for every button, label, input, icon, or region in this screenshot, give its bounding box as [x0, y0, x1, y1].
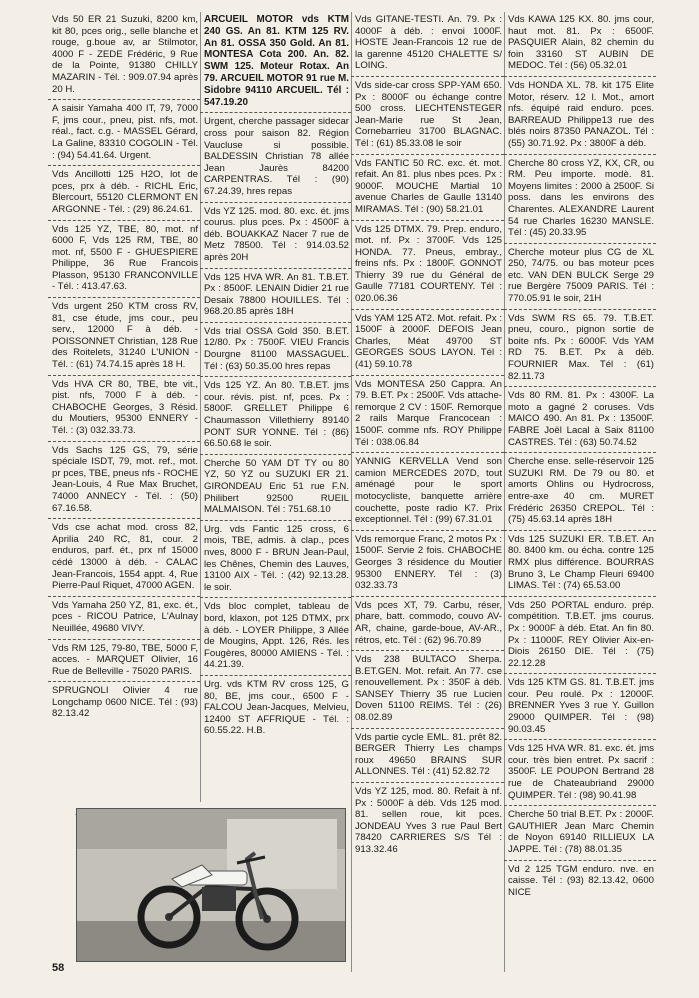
classified-ad: Vds KAWA 125 KX. 80. jms cour, haut mot. 81. Px : 6500F. PASQUIER Alain, 82 chemin du foin 33160 ST AUBIN DE MEDOC. Tél : (56) 05.32.01 [508, 14, 654, 72]
ad-separator [351, 452, 504, 453]
motorcycle-illustration [77, 809, 345, 961]
classified-ad: Vds RM 125, 79-80, TBE, 5000 F, acces. - MARQUET Olivier, 16 Rue de Belleville - 75020 PARIS. [52, 642, 198, 677]
ad-separator [504, 860, 656, 861]
classified-ad: Vds 125 KTM GS. 81. T.B.ET. jms cour. Peu roulé. Px : 12000F. BRENNER Yves 3 rue Y. Guillon 29000 QUIMPER. Tél : (98) 90.03.45 [508, 677, 654, 735]
classified-ad: ARCUEIL MOTOR vds KTM 240 GS. An 81. KTM 125 RV. An 81. OSSA 350 Gold. An 81. MONTESA Cota 200. An. 82. SWM 125. Moteur Rotax. An 79. ARCUEIL MOTOR 91 rue M. Sidobre 94110 ARCUEIL. Tél : 547.19.20 [204, 14, 349, 108]
classified-ad: Vds partie cycle EML. 81. prêt 82. BERGER Thierry Les champs roux 49650 BRAINS SUR ALLONNES. Tél : (41) 52.82.72 [355, 731, 502, 778]
classified-ad: Urgent, cherche passager sidecar cross pour saison 82. Région Vaucluse si possible. BALDESSIN Christian 78 allée Jean Jaurès 84200 CARPENTRAS. Tél : (90) 67.24.39, hres repas [204, 116, 349, 197]
ad-separator [351, 596, 504, 597]
classified-ad: Vds SWM RS 65. 79. T.B.ET. pneu, couro., pignon sortie de boite nfs. Px : 6000F. Vds YAM RD 75. B.ET. Px à déb. FOURNIER Max. Tél : (61) 82.11.73 [508, 312, 654, 382]
ad-separator [200, 112, 351, 113]
ad-separator [351, 154, 504, 155]
ad-separator [200, 376, 351, 377]
classified-ad: Vds 125 YZ. An 80. T.B.ET. jms cour. révis. pist. nf, pces. Px : 5800F. GRELLET Philippe 6 Chaumasson Villethierry 89140 PONT SUR YONNE. Tél : (86) 66.50.68 le soir. [204, 380, 349, 450]
ad-separator [351, 530, 504, 531]
ad-separator [200, 202, 351, 203]
classified-ad: Vds MONTESA 250 Cappra. An 79. B.ET. Px : 2500F. Vds attache-remorque 2 CV : 150F. Remorque 2 rails Marque Francocean : 1500F. comme nfs. ROY Philippe Tél : 038.06.84 [355, 378, 502, 448]
classified-ad: SPRUGNOLI Olivier 4 rue Longchamp 0600 NICE. Tél : (93) 82.13.42 [52, 685, 198, 720]
classified-ad: Vds pces XT, 79. Carbu, réser, phare, batt. commodo, couvo AV-AR, chaine, garde-boue, AV-AR., rétros, etc. Tél : (62) 96.70.89 [355, 599, 502, 646]
ads-column-1 [48, 12, 200, 723]
ad-separator [48, 681, 200, 682]
classified-ad: Vds side-car cross SPP-YAM 650. Px : 8000F ou échange contre 500 cross. LIECHTENSTEGER Jean-Marie rue St Jean, Cornebarrieu 31700 BLAGNAC. Tél : (61) 85.33.08 le soir [355, 79, 502, 149]
ad-separator [504, 309, 656, 310]
classified-ad: Vds bloc complet, tableau de bord, klaxon, pot 125 DTMX, prx à déb. - LOYER Philippe, 3 Allée de Mougins, Appt. 126, Rés. les Fougères, 80000 AMIENS - Tél. : 44.21.39. [204, 601, 349, 671]
classified-ad: Vds Sachs 125 GS, 79, série spéciale ISDT, 79, mot. ref., mot. pr pces, TBE, pneus nfs - ROCHE Jean-Louis, 4 Rue Max Bruchet, 74000 ANNECY - Tél. : (50) 67.16.58. [52, 444, 198, 514]
classified-ad: Cherche 50 trial B.ET. Px : 2000F. GAUTHIER Jean Marc Chemin de Noyon 69140 RILLIEUX LA JAPPE. Tél : (78) 88.01.35 [508, 809, 654, 855]
ad-separator [351, 220, 504, 221]
classified-ad: Vds 50 ER 21 Suzuki, 8200 km, kit 80, pces orig., selle blanche et rouge, g.boue av, ar Stilmotor, 4000 F - ZEDE Frédéric, 9 Rue de la Pointe, 91380 CHILLY MAZARIN - Tél. : 909.07.94 après 20 H. [52, 14, 198, 95]
ad-separator [200, 454, 351, 455]
classified-ad: Vd 2 125 TGM enduro. nve. en caisse. Tél : (93) 82.13.42, 0600 NICE [508, 863, 654, 898]
classified-ad: Vds GITANE-TESTI. An. 79. Px : 4000F à déb. : envoi 1000F. HOSTE Jean-Francois 12 rue de la garenne 45120 CHALETTE S/ LOING. [355, 14, 502, 72]
ad-separator [48, 441, 200, 442]
ad-separator [200, 675, 351, 676]
classified-ad: Cherche ense. selle-réservoir 125 SUZUKI RM. De 79 ou 80. et amorts Ohlins ou Hydrocross, entre-axe 40 cm. MURET Frédéric 26350 CREPOL. Tél : (75) 45.63.14 après 18H [508, 456, 654, 526]
ad-separator [504, 154, 656, 155]
classified-ad: Urg. vds Fantic 125 cross, 6 mois, TBE, admis. à clap., pces nves, 8000 F - BRUN Jean-Paul, les Chênes, Chemin des Lauves, 13100 AIX - Tél. : (42) 92.13.28. le soir. [204, 523, 349, 593]
classified-ad: Cherche 50 YAM DT TY ou 80 YZ, 50 YZ ou SUZUKI ER 21. GIRONDEAU Eric 51 rue F.N. Philibert 92500 RUEIL MALMAISON. Tél : 751.68.10 [204, 457, 349, 516]
ads-column-2 [200, 12, 351, 740]
classified-ad: Vds 125 SUZUKI ER. T.B.ET. An 80. 8400 km. ou écha. contre 125 RMX plus différence. BOURRAS Bruno 3, Le Champ Fleuri 69400 LIMAS. Tél : (74) 65.53.00 [508, 533, 654, 592]
classified-ad: Vds remorque Franc, 2 motos Px : 1500F. Servie 2 fois. CHABOCHE Georges 3 résidence du Moutier 95300 ENNERY. Tél : (3) 032.33.73 [355, 533, 502, 592]
ad-separator [504, 596, 656, 597]
ads-column-4 [504, 12, 656, 901]
classified-ad: Vds 250 PORTAL enduro. prép. compétition. T.B.ET. jms courus. Px : 9000F à déb. Etat. An fin 80. Px : 11000F. REY Olivier Aix-en-Diois 26150 DIE. Tél : (75) 22.12.28 [508, 599, 654, 669]
ad-separator [200, 322, 351, 323]
ad-separator [504, 530, 656, 531]
classified-ad: Vds YZ 125. mod. 80. exc. ét. jms courus. plus pces. Px : 4500F à déb. BOUAKKAZ Nacer 7 rue de Metz 78500. Tél : 914.03.52 après 20H [204, 205, 349, 263]
classified-ad: Vds 238 BULTACO Sherpa. B.ET.GEN. Mot. refait. An 77. cse renouvellement. Px : 350F à déb. SANSEY Thierry 35 rue Lucien Doven 51100 REIMS. Tél : (26) 08.02.89 [355, 654, 502, 724]
ad-separator [200, 597, 351, 598]
classified-ad: Vds Ancillotti 125 H2O, lot de pces, prx à déb. - RICHL Eric, Blercourt, 55120 CLERMONT EN ARGONNE - Tél. : (29) 86.24.61. [52, 169, 198, 215]
ad-separator [504, 386, 656, 387]
ad-separator [48, 297, 200, 298]
ad-separator [351, 375, 504, 376]
classified-ad: Vds 80 RM. 81. Px : 4300F. La moto a gagné 2 coruses. Vds MAICO 490. An 81. Px : 13500F. FABRE Joël Lacal à Saix 81100 CASTRES. Tél : (63) 50.74.52 [508, 390, 654, 448]
ad-separator [351, 782, 504, 783]
classified-ad: Vds YZ 125, mod. 80. Refait à nf. Px : 5000F à déb. Vds 125 mod. 81. sellen roue, kit pces. JONDEAU Yves 3 rue Paul Bert 78420 CARRIERES S/S Tél : 913.32.46 [355, 786, 502, 855]
classified-ad: Vds 125 HVA WR. 81. exc. ét. jms cour. très bien entret. Px sacrif : 3500F. LE POUPON Bertrand 28 rue de Chateaubriand 29000 QUIMPER. Tél : (98) 90.41.98 [508, 743, 654, 801]
classified-ad: Vds 125 YZ, TBE, 80, mot. nf 6000 F, Vds 125 RM, TBE, 80 mot. nf, 5500 F - GHUESPIERE Philippe, 36 Rue Francois Plasson, 95130 FRANCONVILLE - Tél. : 413.47.63. [52, 223, 198, 293]
ad-separator [504, 243, 656, 244]
ad-separator [48, 165, 200, 166]
classified-ad: Cherche moteur plus CG de XL 250, 74/75. ou bas moteur pces etc. VAN DEN BULCK Serge 29 rue Bergère 75009 PARIS. Tél : 770.05.91 le soir, 21H [508, 246, 654, 305]
ad-separator [504, 76, 656, 77]
ad-separator [351, 76, 504, 77]
ad-separator [48, 518, 200, 519]
ad-separator [48, 375, 200, 376]
classified-ad: Vds YAM 125 AT2. Mot. refait. Px : 1500F à 2000F. DEFOIS Jean Charles, Méat 49700 ST GEORGES SOUS LAYON. Tél : (41) 59.10.78 [355, 312, 502, 371]
classified-ad: YANNIG KERVELLA Vend son camion MERCEDES 207D, tout aménagé pour le sport motocycliste, banquette arrière couchette, poste radio K7. Prix exceptionnel. Tél : (99) 67.31.01 [355, 456, 502, 526]
page-number: 58 [52, 962, 65, 974]
ad-separator [351, 309, 504, 310]
motorcycle-photo [76, 808, 346, 962]
classified-ad: Vds 125 DTMX. 79. Prep. enduro, mot. nf. Px : 3700F. Vds 125 HONDA. 77. Pneus, embray., freins nfs. Px : 1800F. GONNOT Thierry 39 rue du Général de Gaulle 77181 COURTENY. Tél : 020.06.36 [355, 223, 502, 305]
ad-separator [200, 268, 351, 269]
ad-separator [48, 99, 200, 100]
classified-ad: Vds trial OSSA Gold 350. B.ET. 12/80. Px : 7500F. VIEU Francis Dourgne 81100 MASSAGUEL. Tél : (63) 50.35.00 hres repas [204, 325, 349, 372]
classified-ad: Vds urgent 250 KTM cross RV, 81, cse étude, jms cour., peu serv., 12000 F à déb. - POISSONNET Christian, 128 Rue des Roitelets, 31240 L'UNION - Tél. : (61) 74.74.15 après 18 H. [52, 301, 198, 371]
classified-ad: Vds Yamaha 250 YZ, 81, exc. ét., pces - RICOU Patrice, L'Aulnay Neuillée, 49680 VIVY. [52, 599, 198, 634]
ads-column-3 [351, 12, 504, 859]
ad-separator [504, 452, 656, 453]
ad-separator [48, 639, 200, 640]
ad-separator [48, 596, 200, 597]
ad-separator [48, 220, 200, 221]
ad-separator [351, 650, 504, 651]
classified-ad: Vds FANTIC 50 RC. exc. ét. mot. refait. An 81. plus nbes pces. Px : 9000F. MOUCHE Martial 10 avenue Charles de Gaulle 13140 MIRAMAS. Tél : (90) 58.21.01 [355, 157, 502, 215]
ad-separator [200, 520, 351, 521]
ad-separator [504, 805, 656, 806]
classified-ad: Urg. vds KTM RV cross 125, G 80, BE, jms cour., 6500 F - FALCOU Jean-Jacques, Melvieu, 12400 ST AFFRIQUE - Tél. : 60.55.22. H.B. [204, 678, 349, 737]
ad-separator [504, 673, 656, 674]
classified-ad: Vds 125 HVA WR. An 81. T.B.ET. Px : 8500F. LENAIN Didier 21 rue Desaix 78800 HOUILLES. Tél : 968.20.85 après 18H [204, 271, 349, 318]
ad-separator [504, 739, 656, 740]
classified-ad: Vds HONDA XL. 78. kit 175 Elite Motor, réserv. 12 l. Mot., amort nfs. équipé raid enduro. pces. BARREAUD Philippe13 rue des blés noirs 87350 PANAZOL. Tél : (55) 30.71.92. Px : 3800F à déb. [508, 79, 654, 149]
classified-ad: Vds cse achat mod. cross 82, Aprilia 240 RC, 81, cour. 2 enduros, parf. ét., prx nf 15000 cédé 13000 à déb. - CALAC Jean-Francois, 1554 appt. 4, Rue Pierre-Paul Riquet, 47000 AGEN. [52, 522, 198, 592]
classified-ad: Vds HVA CR 80, TBE, bte vit., pist. nfs, 7000 F à déb. - CHABOCHE Georges, 3 Résid. du Moutiers, 95300 ENNERY - Tél. : (3) 032.33.73. [52, 378, 198, 436]
classified-ad: Cherche 80 cross YZ, KX, CR, ou RM. Peu importe. modè. 81. Moyens limites : 2000 à 2500F. Si poss. dans les environs des Charentes. ALEXANDRE Laurent 54 rue Charles 16230 MANSLE. Tél : (45) 20.33.95 [508, 157, 654, 239]
ad-separator [351, 728, 504, 729]
classified-ad: A saisir Yamaha 400 IT, 79, 7000 F, jms cour., pneu, pist. nfs, mot. réal., fact. c.g. - MASSEL Gérard, La Galine, 83310 COGOLIN - Tél. : (94) 54.41.64. Urgent. [52, 103, 198, 161]
